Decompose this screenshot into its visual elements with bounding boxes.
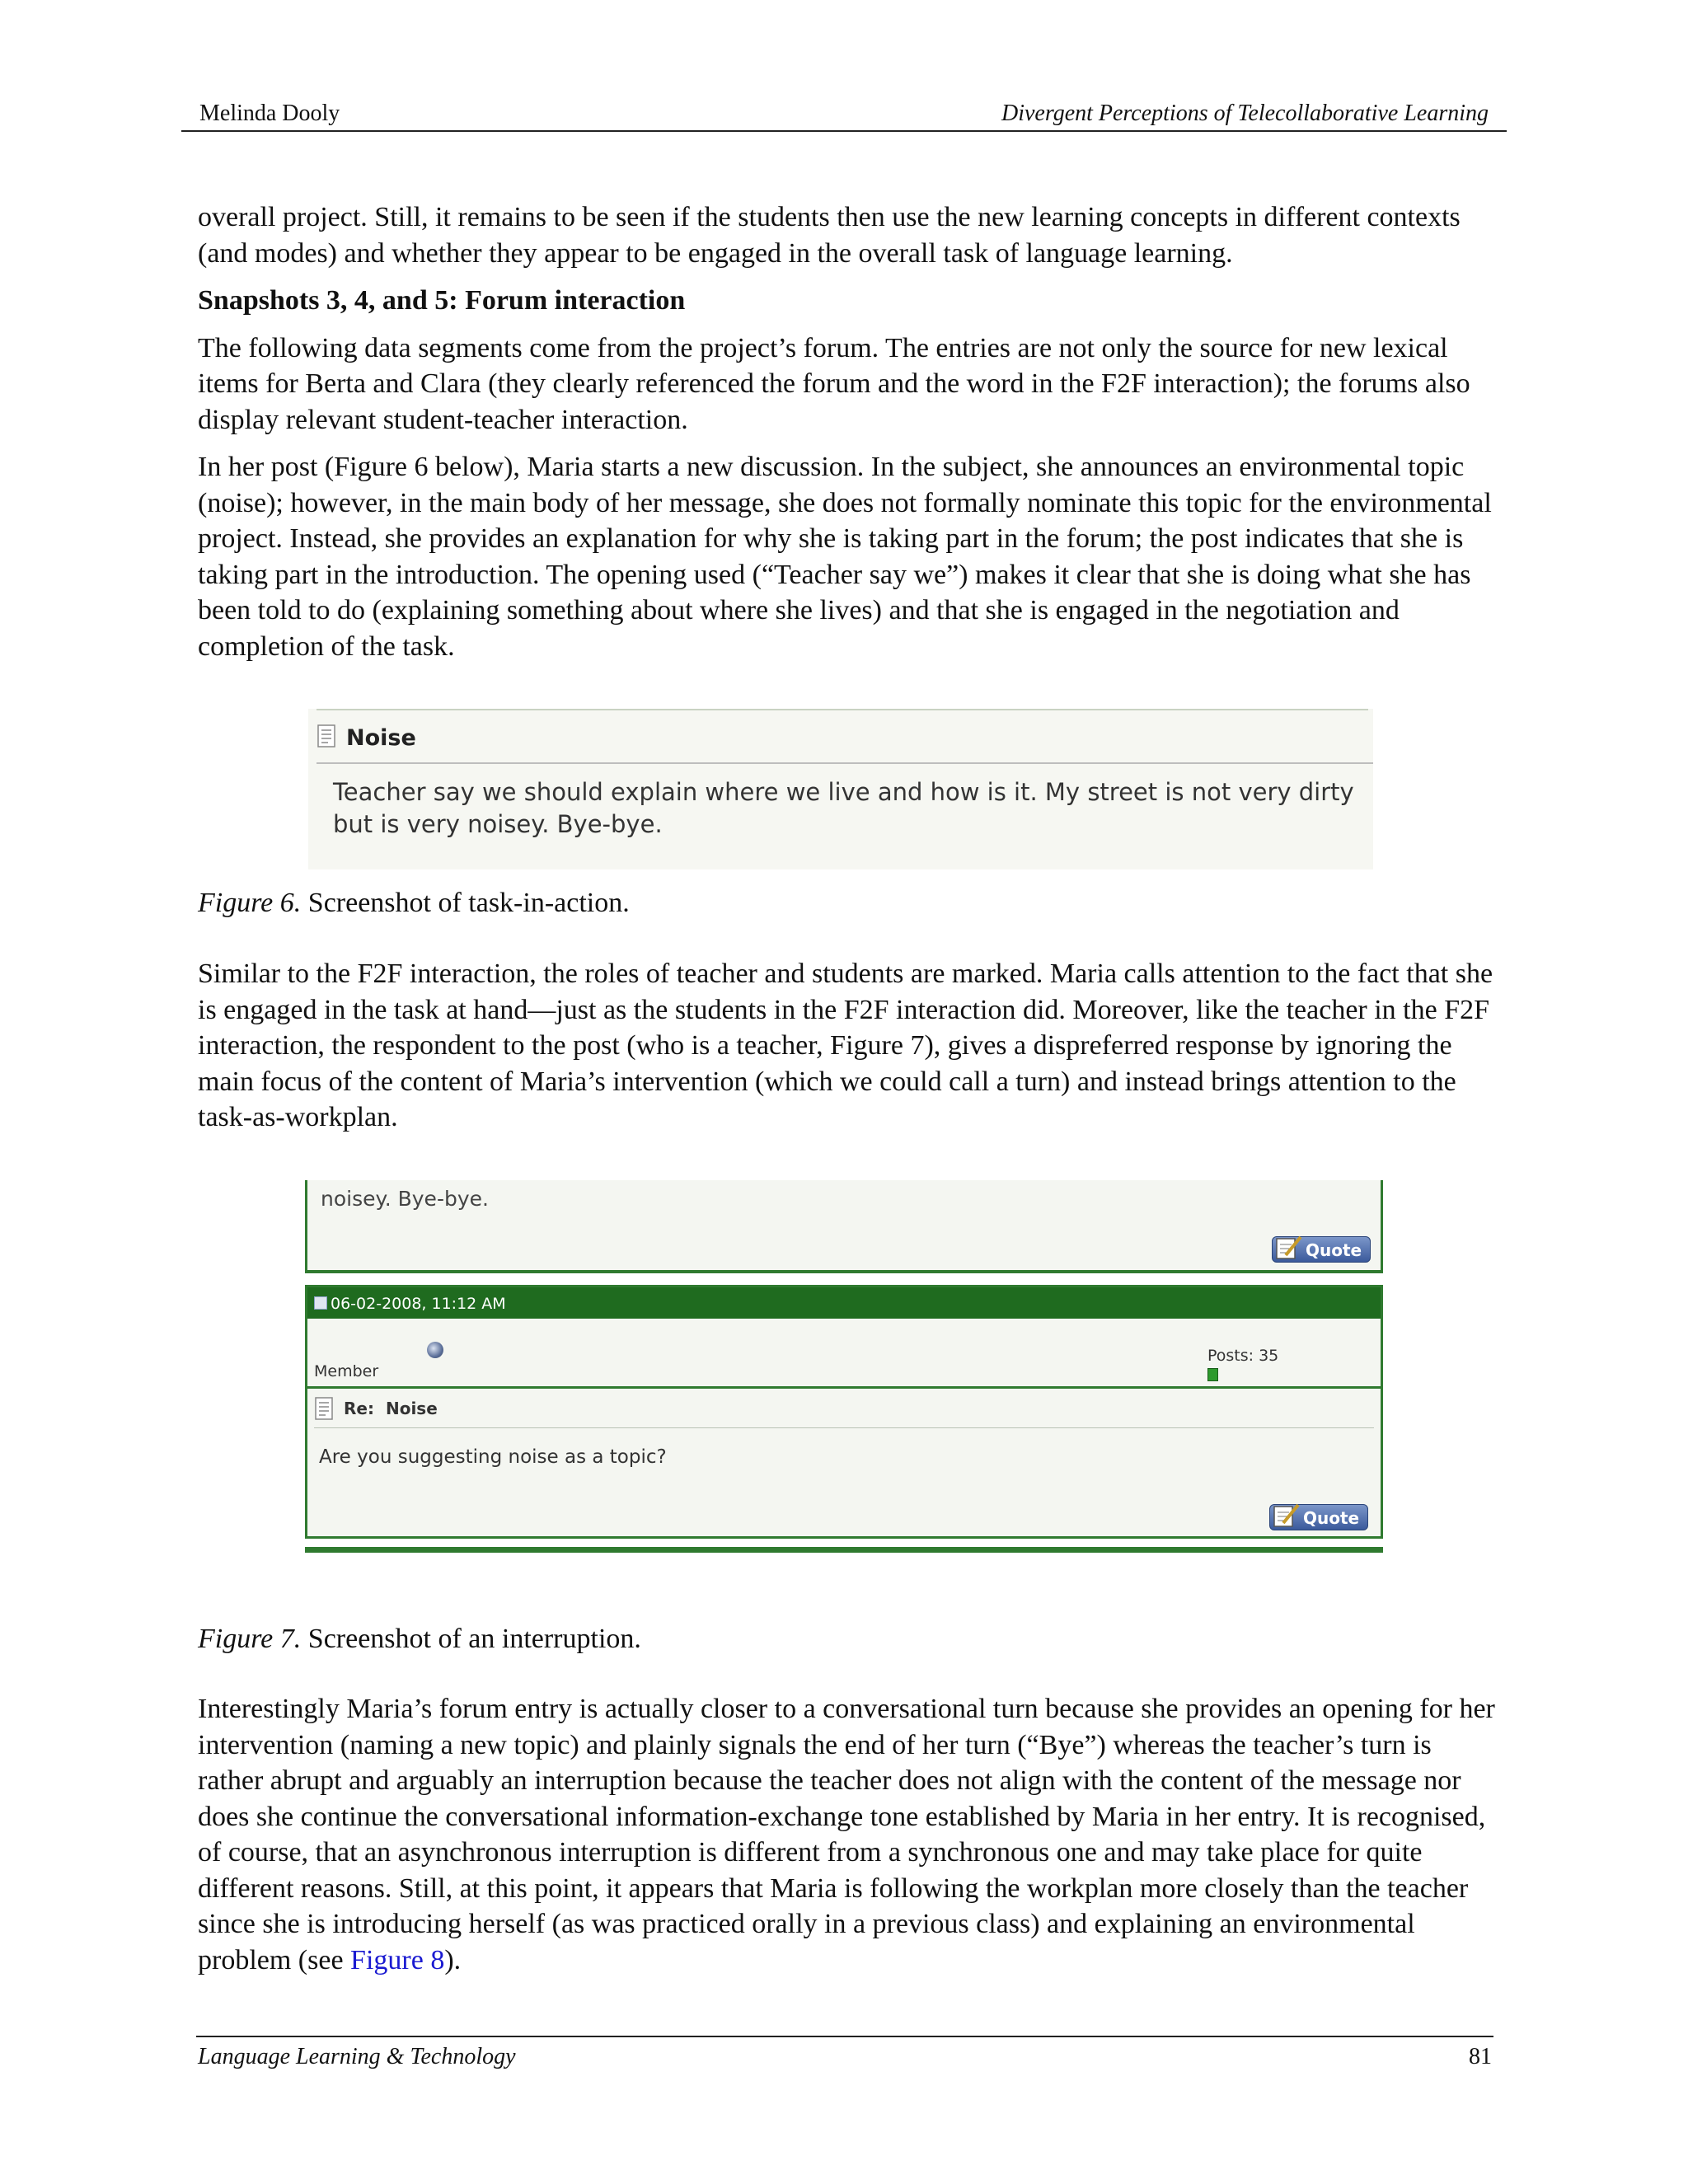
running-footer [196,2036,1493,2070]
figure-6-caption-text: Screenshot of task-in-action. [307,888,630,918]
reputation-icon [1207,1368,1218,1381]
figure-7-label: Figure 7. [198,1624,302,1654]
figure-7-screenshot [305,1180,1386,1568]
paragraph-3: In her post (Figure 6 below), Maria starts a new discussion. In the subject, she announces an environmental topic (noise); however, in the main body of her message, she does not formally nominate this topic for the environmental project. Instead, she provides an explanation for why she is taking part in the forum; the post indicates that she is taking part in the introduction. The opening used (“Teacher say we”) makes it clear that she is doing what she has been told to do (explaining something about where she lives) and that she is engaged in the negotiation and completion of the task. [198,452,1492,662]
body-block-1 [198,199,1500,664]
reply-document-icon [314,1396,335,1427]
quote-button-label: Quote [1306,1240,1362,1260]
post-count: Posts: 35 [1207,1347,1279,1365]
page-number: 81 [1469,2044,1492,2069]
figure-6-label: Figure 6. [198,888,302,918]
reply-subject: Noise [385,1399,438,1418]
figure-6-screenshot [308,709,1373,869]
paragraph-5-text: Interestingly Maria’s forum entry is actually closer to a conversational turn because she provides an opening for her intervention (naming a new topic) and plainly signals the end of her turn (“Bye”) whereas the teacher’s turn is rather abrupt and arguably an interruption because the teacher does not align with the content of the message nor does she continue the conversational information-exchange tone established by Maria in her entry. It is recognised, of course, that an asynchronous interruption is different from a synchronous one and may take place for quite different reasons. Still, at this point, it appears that Maria is following the workplan more closely than the teacher since she is introducing herself (as was practiced orally in a previous class) and explaining an environmental problem (see [198,1694,1495,1975]
post-title: Noise [346,725,416,751]
quote-icon [1274,1234,1304,1266]
reply-post [305,1285,1383,1539]
figure-7-caption-text: Screenshot of an interruption. [307,1624,641,1654]
quote-button-label: Quote [1303,1508,1360,1528]
paragraph-4: Similar to the F2F interaction, the roles of teacher and students are marked. Maria calls attention to the fact that she is engaged in the task at hand—just as the students in the F2F interaction did. Moreover, like the teacher in the F2F interaction, the respondent to the post (who is a teacher, Figure 7), gives a dispreferred response by ignoring the main focus of the content of Maria’s intervention (which we could call a turn) and instead brings attention to the task-as-workplan. [198,958,1493,1132]
post-body: Teacher say we should explain where we live and how is it. My street is not very dirty but is very noisey. Bye-bye. [333,778,1354,838]
post-date: 06-02-2008, 11:12 AM [331,1295,506,1313]
previous-post-text: noisey. Bye-bye. [321,1187,489,1211]
user-info-row [307,1319,1381,1389]
footer-journal: Language Learning & Technology [198,2044,516,2069]
reply-title [344,1399,438,1418]
post-header-bar [307,1287,1381,1319]
running-header [181,97,1507,132]
quote-icon [1272,1502,1301,1534]
header-author: Melinda Dooly [199,101,340,126]
body-block-2 [198,956,1500,1136]
header-title: Divergent Perceptions of Telecollaborative Learning [1001,101,1489,126]
quote-button[interactable] [1272,1236,1371,1263]
reply-body: Are you suggesting noise as a topic? [319,1446,667,1468]
user-role: Member [314,1362,379,1380]
reply-prefix: Re: [344,1399,374,1418]
paragraph-1: overall project. Still, it remains to be seen if the students then use the new learning concepts in different contexts (and modes) and whether they appear to be engaged in the overall task of language learning. [198,202,1461,269]
paragraph-2: The following data segments come from the project’s forum. The entries are not only the source for new lexical items for Berta and Clara (they clearly referenced the forum and the word in the F2F interaction); the forums also display relevant student-teacher interaction. [198,332,1470,435]
online-status-icon [427,1342,443,1358]
reply-quote-button[interactable] [1269,1504,1368,1530]
body-block-3 [198,1691,1500,1978]
section-heading: Snapshots 3, 4, and 5: Forum interaction [198,285,686,316]
figure-8-link[interactable]: Figure 8 [350,1944,445,1975]
figure-7-caption [198,1624,641,1655]
post-page-icon [314,1296,327,1310]
previous-post [305,1180,1383,1273]
post-document-icon [316,724,338,753]
figure-6-caption [198,888,630,919]
paragraph-5 [198,1691,1500,1978]
paragraph-5-end: ). [444,1944,462,1975]
